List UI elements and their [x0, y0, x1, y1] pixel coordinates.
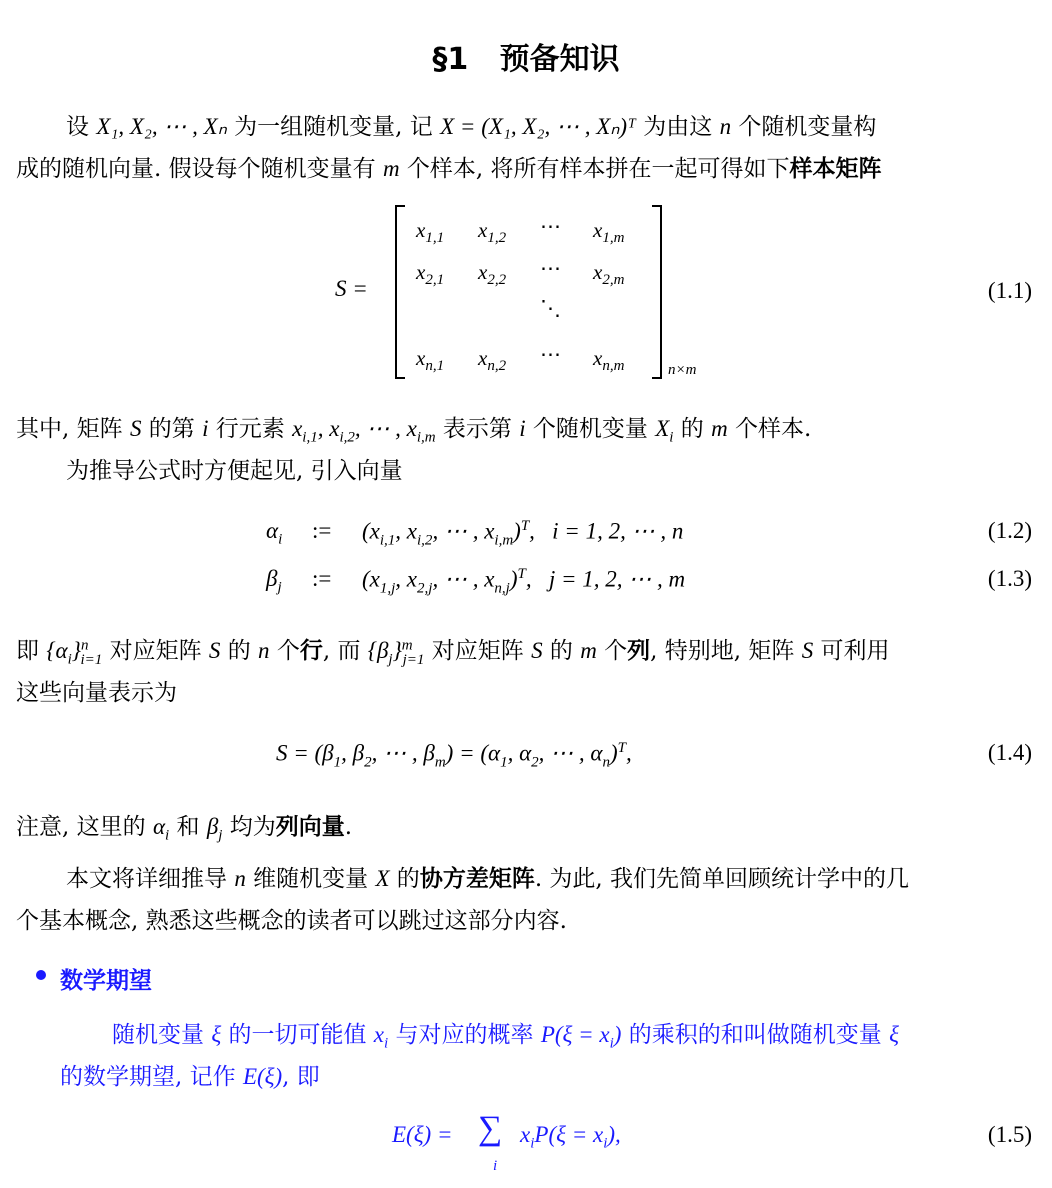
eq2-def: := — [312, 518, 332, 543]
eq3-lhs: $\beta_j$ — [266, 566, 282, 596]
matrix-cell: $x_{2,1}$ — [416, 260, 445, 289]
para1-line2: 成的随机向量. 假设每个随机变量有 m 个样本, 将所有样本拼在一起可得如下样本矩阵 — [16, 156, 882, 182]
matrix-cell: $x_{n,1}$ — [416, 346, 445, 375]
para6-line1: 本文将详细推导 n 维随机变量 X 的协方差矩阵. 为此, 我们先简单回顾统计学中的几 — [66, 866, 910, 892]
eq-number: (1.3) — [987, 566, 1032, 591]
para2-line: 其中, 矩阵 S 的第 i 行元素 $x_{i,1}$, $x_{i,2}$, ⋯ , $x_{i,m}$ 表示第 i 个随机变量 $X_i$ 的 m 个样本. — [16, 416, 812, 446]
sample-matrix-term: 样本矩阵 — [789, 156, 882, 182]
row-term: 行 — [299, 638, 323, 664]
eq3-rhs: ($x_{1,j}$, $x_{2,j}$, ⋯ , $x_{n,j})^T$, j = 1, 2, ⋯ , m — [362, 566, 686, 597]
eq-number: (1.1) — [987, 278, 1032, 303]
eq-number: (1.5) — [987, 1122, 1032, 1147]
eq2-lhs: $\alpha_i$ — [266, 518, 283, 548]
matrix-cell: ⋯ — [540, 256, 561, 280]
para6-line2: 个基本概念, 熟悉这些概念的读者可以跳过这部分内容. — [16, 908, 567, 934]
var-list: X₁, X₂, ⋯ , Xₙ — [96, 114, 227, 139]
row-elements: $x_{i,1}$, $x_{i,2}$, ⋯ , $x_{i,m}$ — [292, 416, 436, 446]
eq4-formula: $S = (\beta_1$, $\beta_2$, ⋯ , $\beta_m) = (\alpha_1$, $\alpha_2$, ⋯ , $\alpha_n)^T$, — [276, 740, 632, 771]
matrix-lhs: S = — [335, 276, 368, 301]
eq5-rhs: $x_iP(\xi = x_i)$, — [520, 1122, 621, 1152]
bullet-heading: 数学期望 — [60, 968, 152, 994]
matrix-cell: ⋯ — [540, 214, 561, 238]
col-term: 列 — [627, 638, 651, 664]
para5-line: 注意, 这里的 $\alpha_i$ 和 $\beta_j$ 均为列向量. — [16, 814, 353, 844]
matrix-ddots: ⋱ — [540, 296, 561, 320]
eq3-def: := — [312, 566, 332, 591]
bullet-icon — [36, 970, 46, 980]
matrix-cell: $x_{n,2}$ — [478, 346, 507, 375]
para4-line2: 这些向量表示为 — [16, 680, 177, 706]
para7-line2: 的数学期望, 记作 E(ξ), 即 — [60, 1064, 320, 1090]
matrix-cell: $x_{n,m}$ — [593, 346, 625, 375]
column-vector-term: 列向量 — [275, 814, 345, 840]
matrix-cell: $x_{2,m}$ — [593, 260, 625, 289]
matrix-right-bracket — [652, 205, 662, 379]
para4-line1: 即 $\{\alpha_i\}^n_{i=1}$ 对应矩阵 S 的 n 个行, 而 $\{\beta_j\}^m_{j=1}$ 对应矩阵 S 的 m 个列, 特别地, 矩阵 S 可利用 — [16, 637, 890, 668]
eq-number: (1.2) — [987, 518, 1032, 543]
matrix-cell: $x_{2,2}$ — [478, 260, 507, 289]
matrix-cell: $x_{1,m}$ — [593, 218, 625, 247]
sum-symbol: ∑ — [478, 1110, 503, 1147]
matrix-cell: $x_{1,2}$ — [478, 218, 507, 247]
section-title — [0, 34, 1052, 78]
vec-def: X = (X₁, X₂, ⋯ , Xₙ)ᵀ — [440, 114, 636, 139]
matrix-cell: ⋯ — [540, 342, 561, 366]
matrix-size: n×m — [668, 362, 697, 378]
matrix-cell: $x_{1,1}$ — [416, 218, 445, 247]
para3-line: 为推导公式时方便起见, 引入向量 — [66, 458, 403, 484]
section-number: §1 — [432, 42, 469, 77]
eq-number: (1.4) — [987, 740, 1032, 765]
covariance-term: 协方差矩阵 — [419, 866, 535, 892]
para1-line1: 设 X₁, X₂, ⋯ , Xₙ 为一组随机变量, 记 X = (X₁, X₂, ⋯ , Xₙ)ᵀ 为由这 n 个随机变量构 — [66, 114, 877, 140]
eq5-lhs: E(ξ) = — [392, 1122, 453, 1147]
sum-index: i — [493, 1158, 498, 1174]
para7-line1: 随机变量 ξ 的一切可能值 $x_i$ 与对应的概率 $P(\xi = x_i)$ 的乘积的和叫做随机变量 ξ — [112, 1022, 899, 1052]
matrix-left-bracket — [395, 205, 405, 379]
section-name: 预备知识 — [499, 42, 620, 77]
eq2-rhs: ($x_{i,1}$, $x_{i,2}$, ⋯ , $x_{i,m})^T$, i = 1, 2, ⋯ , n — [362, 518, 684, 549]
